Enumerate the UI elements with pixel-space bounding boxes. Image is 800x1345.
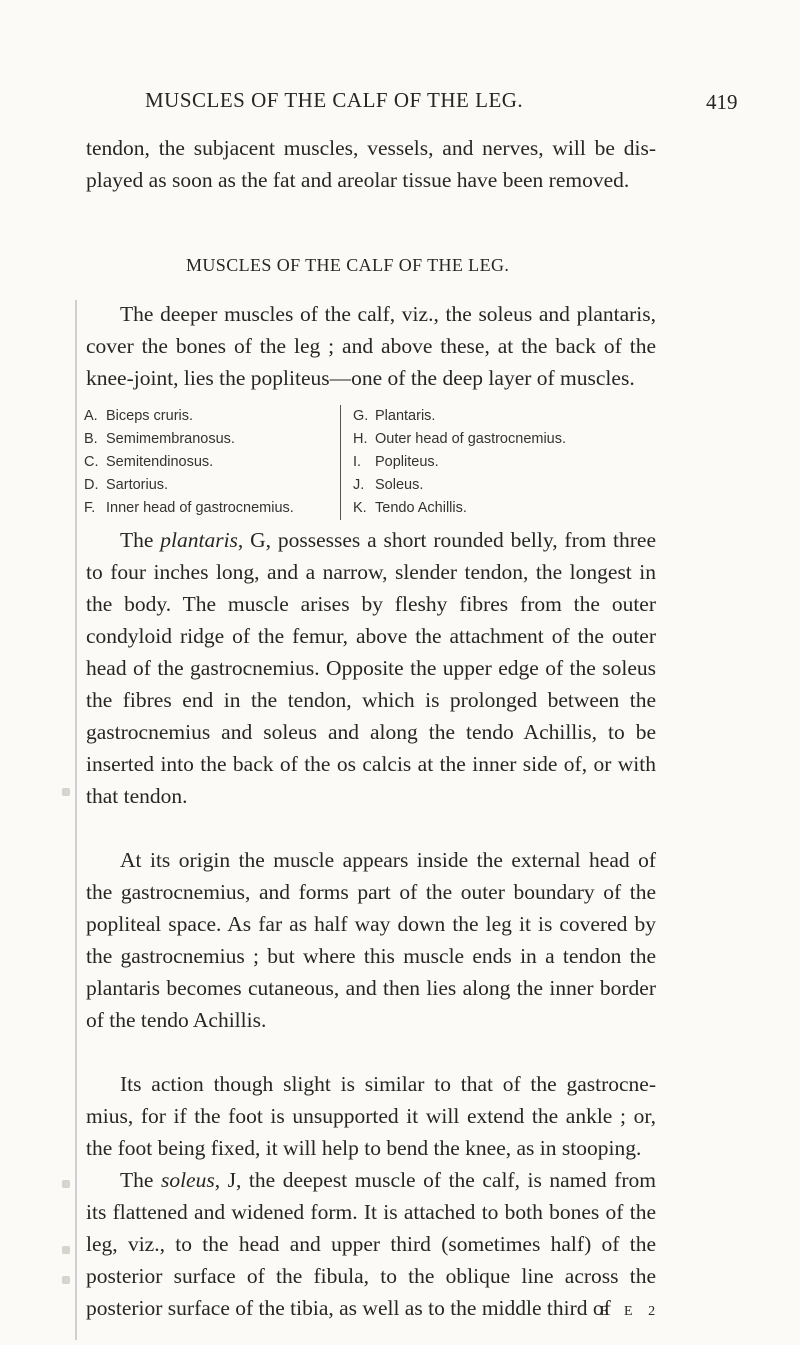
legend-column-right — [340, 405, 683, 520]
legend-item — [353, 451, 683, 474]
margin-mark — [62, 788, 70, 796]
running-head: MUSCLES OF THE CALF OF THE LEG. — [145, 88, 524, 112]
paragraph-intro: The deeper muscles of the calf, viz., the soleus and plantaris, cover the bones of the leg ; and above these, at the back of the knee-joint, lies the popliteus—one of the deep layer of muscles. — [86, 302, 656, 390]
legend-label: Semimembranosus. — [106, 431, 235, 447]
legend-key: I. — [353, 454, 362, 470]
legend-key: F. — [84, 500, 96, 516]
legend-item — [353, 474, 683, 497]
margin-shadow — [75, 300, 77, 1340]
margin-mark — [62, 1276, 70, 1284]
legend-item — [84, 474, 339, 497]
legend-label: Semitendinosus. — [106, 454, 214, 470]
paragraph-action: Its action though slight is similar to that of the gastrocne- mius, for if the foot is unsupported it will extend the ankle ; or, the foot being fixed, it will help to bend the knee, as in stooping. — [86, 1072, 656, 1160]
legend-label: Tendo Achillis. — [375, 500, 467, 516]
legend-label: Plantaris. — [375, 408, 436, 424]
legend-item — [84, 428, 339, 451]
legend-key: G. — [353, 408, 369, 424]
paragraph-soleus — [86, 1164, 656, 1324]
legend-column-left — [84, 405, 339, 520]
legend-label: Outer head of gastrocnemius. — [375, 431, 567, 447]
legend-label: Popliteus. — [375, 454, 439, 470]
legend-item — [84, 451, 339, 474]
term-soleus: soleus — [160, 1168, 215, 1192]
legend-item — [84, 405, 339, 428]
page-number: 419 — [706, 90, 738, 114]
legend-item — [353, 405, 683, 428]
legend-item — [84, 497, 339, 520]
margin-mark — [62, 1246, 70, 1254]
legend-label: Biceps cruris. — [106, 408, 194, 424]
signature-mark: E E 2 — [600, 1304, 662, 1319]
legend-key: A. — [84, 408, 98, 424]
legend-label: Sartorius. — [106, 477, 169, 493]
legend-key: C. — [84, 454, 99, 470]
paragraph-body: , J, the deepest muscle of the calf, is named from its flattened and widened form. It is attached to both bones of the leg, viz., to the head and upper third (sometimes half) of the posterior surface of the fibula, to the oblique line across the posterior surface of the tibia, as well as to the middle third of — [86, 1168, 656, 1320]
paragraph-lead: The — [120, 1168, 161, 1192]
paragraph-plantaris — [86, 524, 656, 812]
margin-mark — [62, 1180, 70, 1188]
legend-key: J. — [353, 477, 365, 493]
paragraph-lead: The — [120, 528, 161, 552]
section-heading: MUSCLES OF THE CALF OF THE LEG. — [186, 255, 510, 275]
legend-key: B. — [84, 431, 98, 447]
paragraph-origin: At its origin the muscle appears inside the external head of the gastrocnemius, and forms part of the outer boundary of the popliteal space. As far as half way down the leg it is covered by the gastrocnemius ; but where this muscle ends in a tendon the plantaris becomes cutaneous, and then lies along the inner border of the tendo Achillis. — [86, 848, 656, 1032]
legend-key: H. — [353, 431, 368, 447]
legend-label: Inner head of gastrocnemius. — [106, 500, 294, 516]
term-plantaris: plantaris — [160, 528, 238, 552]
legend-key: K. — [353, 500, 367, 516]
paragraph-continuation: tendon, the subjacent muscles, vessels, and nerves, will be dis- played as soon as the fat and areolar tissue have been removed. — [86, 136, 656, 192]
legend-label: Soleus. — [375, 477, 424, 493]
legend-key: D. — [84, 477, 99, 493]
legend-item — [353, 428, 683, 451]
paragraph-body: , G, possesses a short rounded belly, from three to four inches long, and a narrow, slender tendon, the longest in the body. The muscle arises by fleshy fibres from the outer condyloid ridge of the femur, above the attachment of the outer head of the gastrocnemius. Opposite the upper edge of the soleus the fibres end in the tendon, which is prolonged between the gastrocnemius and soleus and along the tendo Achillis, to be inserted into the back of the os calcis at the inner side of, or with that tendon. — [86, 528, 656, 808]
legend-item — [353, 497, 683, 520]
